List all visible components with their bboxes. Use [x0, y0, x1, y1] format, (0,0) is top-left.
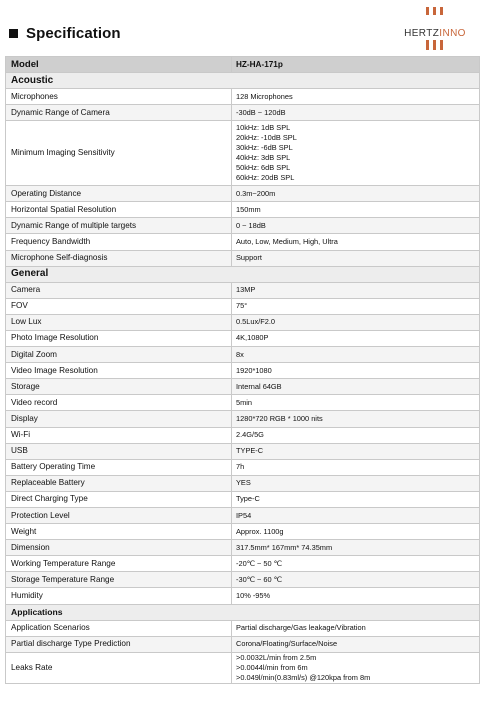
spec-label: Microphone Self-diagnosis [6, 250, 232, 266]
spec-label: Photo Image Resolution [6, 330, 232, 346]
spec-value: Corona/Floating/Surface/Noise [232, 636, 480, 652]
spec-row [6, 524, 480, 540]
spec-value [232, 121, 480, 186]
spec-value: Auto, Low, Medium, High, Ultra [232, 234, 480, 250]
spec-value: 1920*1080 [232, 363, 480, 379]
spec-row [6, 250, 480, 266]
spec-label: Humidity [6, 588, 232, 604]
spec-row [6, 572, 480, 588]
spec-value: 13MP [232, 282, 480, 298]
spec-row [6, 556, 480, 572]
spec-value: 2.4G/5G [232, 427, 480, 443]
spec-value: IP54 [232, 507, 480, 523]
spec-row [6, 363, 480, 379]
title-block [9, 25, 121, 42]
spec-label: Leaks Rate [6, 652, 232, 683]
section-title: Acoustic [6, 73, 480, 89]
spec-value-line: >0.0032L/min from 2.5m [236, 652, 317, 662]
section-title: General [6, 266, 480, 282]
spec-label: Working Temperature Range [6, 556, 232, 572]
spec-row [6, 314, 480, 330]
spec-value-line: 20kHz: -10dB SPL [236, 133, 297, 143]
section-header-general [6, 266, 480, 282]
page-title: Specification [26, 25, 121, 42]
spec-label: FOV [6, 298, 232, 314]
spec-value: 128 Microphones [232, 89, 480, 105]
spec-value: 7h [232, 459, 480, 475]
spec-label: Video Image Resolution [6, 363, 232, 379]
spec-row [6, 588, 480, 604]
spec-label: Direct Charging Type [6, 491, 232, 507]
spec-row [6, 475, 480, 491]
spec-row [6, 379, 480, 395]
spec-row [6, 330, 480, 346]
spec-label: Video record [6, 395, 232, 411]
spec-value-line: 30kHz: -6dB SPL [236, 143, 293, 153]
spec-value: 317.5mm* 167mm* 74.35mm [232, 540, 480, 556]
model-label: Model [6, 57, 232, 73]
spec-value-line: 40kHz: 3dB SPL [236, 153, 291, 163]
hertzinno-logo [392, 6, 478, 52]
model-row [6, 57, 480, 73]
spec-row [6, 443, 480, 459]
spec-value: 0.5Lux/F2.0 [232, 314, 480, 330]
section-header-applications [6, 604, 480, 620]
spec-value: Approx. 1100g [232, 524, 480, 540]
spec-value: 150mm [232, 202, 480, 218]
spec-value: 0.3m~200m [232, 186, 480, 202]
spec-label: Partial discharge Type Prediction [6, 636, 232, 652]
spec-label: Weight [6, 524, 232, 540]
spec-value: 5min [232, 395, 480, 411]
spec-row [6, 395, 480, 411]
spec-label: Digital Zoom [6, 347, 232, 363]
spec-value: 8x [232, 347, 480, 363]
spec-row [6, 234, 480, 250]
spec-value [232, 652, 480, 683]
spec-label: Replaceable Battery [6, 475, 232, 491]
spec-row [6, 347, 480, 363]
spec-row [6, 459, 480, 475]
spec-row [6, 105, 480, 121]
spec-label: Battery Operating Time [6, 459, 232, 475]
spec-row [6, 202, 480, 218]
spec-value: YES [232, 475, 480, 491]
spec-row [6, 540, 480, 556]
spec-value-line: 10kHz: 1dB SPL [236, 123, 291, 133]
spec-value: 0 ~ 18dB [232, 218, 480, 234]
spec-value-line: 60kHz: 20dB SPL [236, 173, 295, 183]
spec-row [6, 298, 480, 314]
spec-label: Minimum Imaging Sensitivity [6, 121, 232, 186]
spec-value: 1280*720 RGB * 1000 nits [232, 411, 480, 427]
spec-label: Camera [6, 282, 232, 298]
spec-row [6, 218, 480, 234]
spec-value: Type-C [232, 491, 480, 507]
spec-row [6, 507, 480, 523]
spec-row [6, 282, 480, 298]
spec-value: Partial discharge/Gas leakage/Vibration [232, 620, 480, 636]
spec-row [6, 636, 480, 652]
spec-table-body [6, 57, 480, 684]
spec-value: 10% -95% [232, 588, 480, 604]
spec-value: -30℃ ~ 60 ℃ [232, 572, 480, 588]
spec-value-line: 50kHz: 6dB SPL [236, 163, 291, 173]
spec-row [6, 427, 480, 443]
spec-label: Low Lux [6, 314, 232, 330]
spec-row [6, 411, 480, 427]
spec-label: Display [6, 411, 232, 427]
logo-wordmark: HERTZINNO [404, 28, 466, 39]
section-header-acoustic [6, 73, 480, 89]
spec-label: Frequency Bandwidth [6, 234, 232, 250]
spec-label: Protection Level [6, 507, 232, 523]
square-bullet-icon [9, 29, 18, 38]
spec-label: Storage Temperature Range [6, 572, 232, 588]
spec-label: Microphones [6, 89, 232, 105]
spec-row [6, 652, 480, 683]
spec-row [6, 620, 480, 636]
model-value: HZ-HA-171p [232, 57, 480, 73]
page-header [0, 0, 484, 56]
specification-table [5, 56, 480, 684]
spec-value: TYPE-C [232, 443, 480, 459]
section-title: Applications [6, 604, 480, 620]
spec-value: 75° [232, 298, 480, 314]
spec-value: Internal 64GB [232, 379, 480, 395]
spec-label: Dimension [6, 540, 232, 556]
spec-label: Dynamic Range of multiple targets [6, 218, 232, 234]
spec-value: Support [232, 250, 480, 266]
spec-label: Storage [6, 379, 232, 395]
spec-value: -30dB ~ 120dB [232, 105, 480, 121]
spec-row [6, 186, 480, 202]
spec-label: Dynamic Range of Camera [6, 105, 232, 121]
spec-label: Wi-Fi [6, 427, 232, 443]
spec-row [6, 121, 480, 186]
spec-row [6, 491, 480, 507]
spec-label: Application Scenarios [6, 620, 232, 636]
spec-label: Operating Distance [6, 186, 232, 202]
spec-value-line: >0.0044l/min from 6m [236, 662, 308, 672]
spec-label: Horizontal Spatial Resolution [6, 202, 232, 218]
spec-row [6, 89, 480, 105]
spec-value: 4K,1080P [232, 330, 480, 346]
spec-label: USB [6, 443, 232, 459]
spec-value: -20℃ ~ 50 ℃ [232, 556, 480, 572]
spec-value-line: >0.049l/min(0.83ml/s) @120kpa from 8m [236, 672, 371, 682]
